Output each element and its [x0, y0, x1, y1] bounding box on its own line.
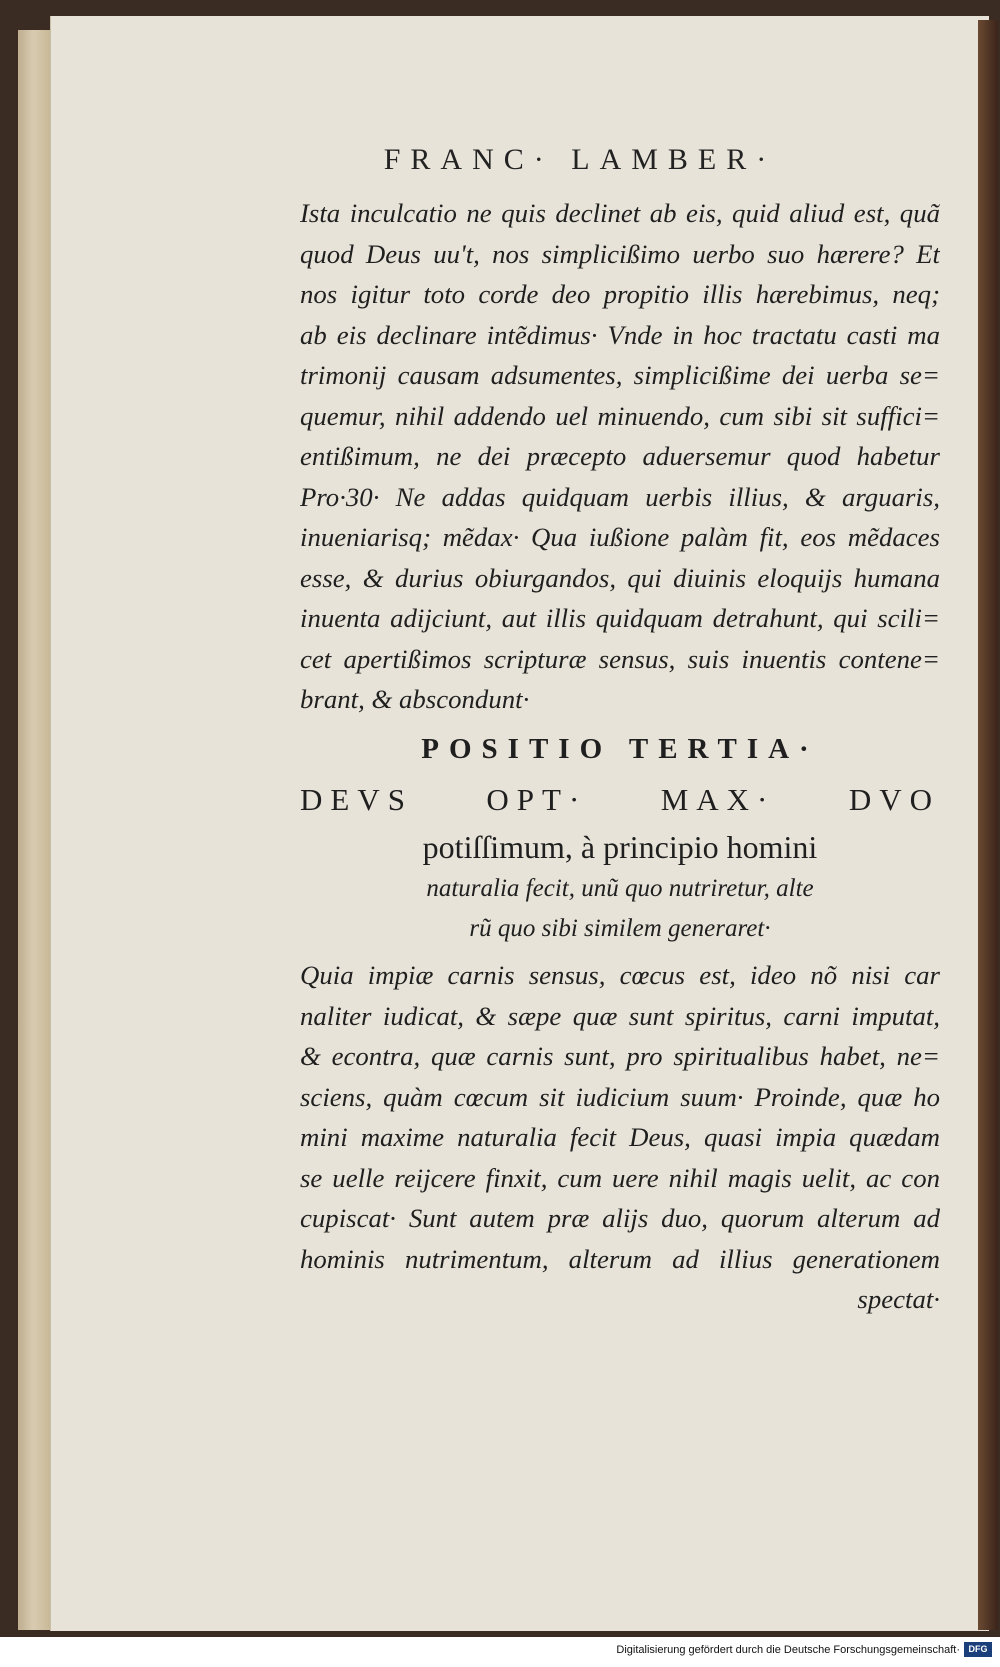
body-line: mini maxime naturalia fecit Deus, quasi impia quædam — [300, 1122, 940, 1152]
body-line: brant, & abscondunt· — [300, 684, 530, 714]
body-line: inueniarisq; mẽdax· Qua iußione palàm fit, eos mẽdaces — [300, 522, 940, 552]
footer-credit: Digitalisierung gefördert durch die Deutsche Forschungsgemeinschaft· — [616, 1644, 960, 1656]
section-heading-line-4: rũ quo sibi similem generaret· — [469, 915, 771, 942]
body-line: inuenta adijciunt, aut illis quidquam detrahunt, qui scili= — [300, 603, 940, 633]
body-text-block-2 — [300, 955, 940, 1320]
body-line: sciens, quàm cœcum sit iudicium suum· Proinde, quæ ho — [300, 1081, 940, 1112]
section-heading-line-3: naturalia fecit, unũ quo nutriretur, alte — [426, 875, 814, 902]
body-line: se uelle reijcere finxit, cum uere nihil magis uelit, ac con — [300, 1162, 940, 1193]
footer-bar — [0, 1637, 1000, 1667]
body-line: hominis nutrimentum, alterum ad illius generationem — [300, 1243, 940, 1274]
body-line: trimonij causam adsumentes, simplicißime dei uerba se= — [300, 360, 940, 390]
body-line: entißimum, ne dei præcepto aduersemur quod habetur — [300, 441, 940, 471]
body-line: & econtra, quæ carnis sunt, pro spiritualibus habet, ne= — [300, 1041, 940, 1071]
body-line: quod Deus uu't, nos simplicißimo uerbo suo hærere? Et — [300, 238, 940, 269]
body-line: cet apertißimos scripturæ sensus, suis inuentis contene= — [300, 643, 940, 674]
body-line: quemur, nihil addendo uel minuendo, cum sibi sit suffici= — [300, 400, 940, 431]
body-line: esse, & durius obiurgandos, qui diuinis eloquijs humana — [300, 562, 940, 593]
body-text-block-1 — [300, 193, 940, 720]
positio-heading: POSITIO TERTIA· — [421, 733, 819, 765]
running-head: FRANC· LAMBER· — [383, 143, 777, 176]
dfg-logo-icon[interactable]: DFG — [964, 1642, 992, 1657]
body-line: Quia impiæ carnis sensus, cœcus est, ideo nõ nisi car — [300, 960, 940, 990]
body-line: ab eis declinare intẽdimus· Vnde in hoc tractatu casti ma — [300, 319, 940, 350]
body-line: nos igitur toto corde deo propitio illis hærebimus, neq; — [300, 279, 940, 309]
body-line: cupiscat· Sunt autem præ alijs duo, quorum alterum ad — [300, 1203, 940, 1233]
body-line: Pro·30· Ne addas quidquam uerbis illius, & arguaris, — [300, 481, 940, 512]
catchword: spectat· — [857, 1284, 940, 1314]
section-heading-line-1: DEVS OPT· MAX· DVO — [300, 782, 940, 817]
body-line: naliter iudicat, & sæpe quæ sunt spiritus, carni imputat, — [300, 1000, 940, 1031]
section-heading-line-2: potiſſimum, à principio homini — [422, 829, 818, 865]
page-edge — [978, 20, 998, 1630]
body-line: Ista inculcatio ne quis declinet ab eis, quid aliud est, quã — [300, 198, 940, 228]
